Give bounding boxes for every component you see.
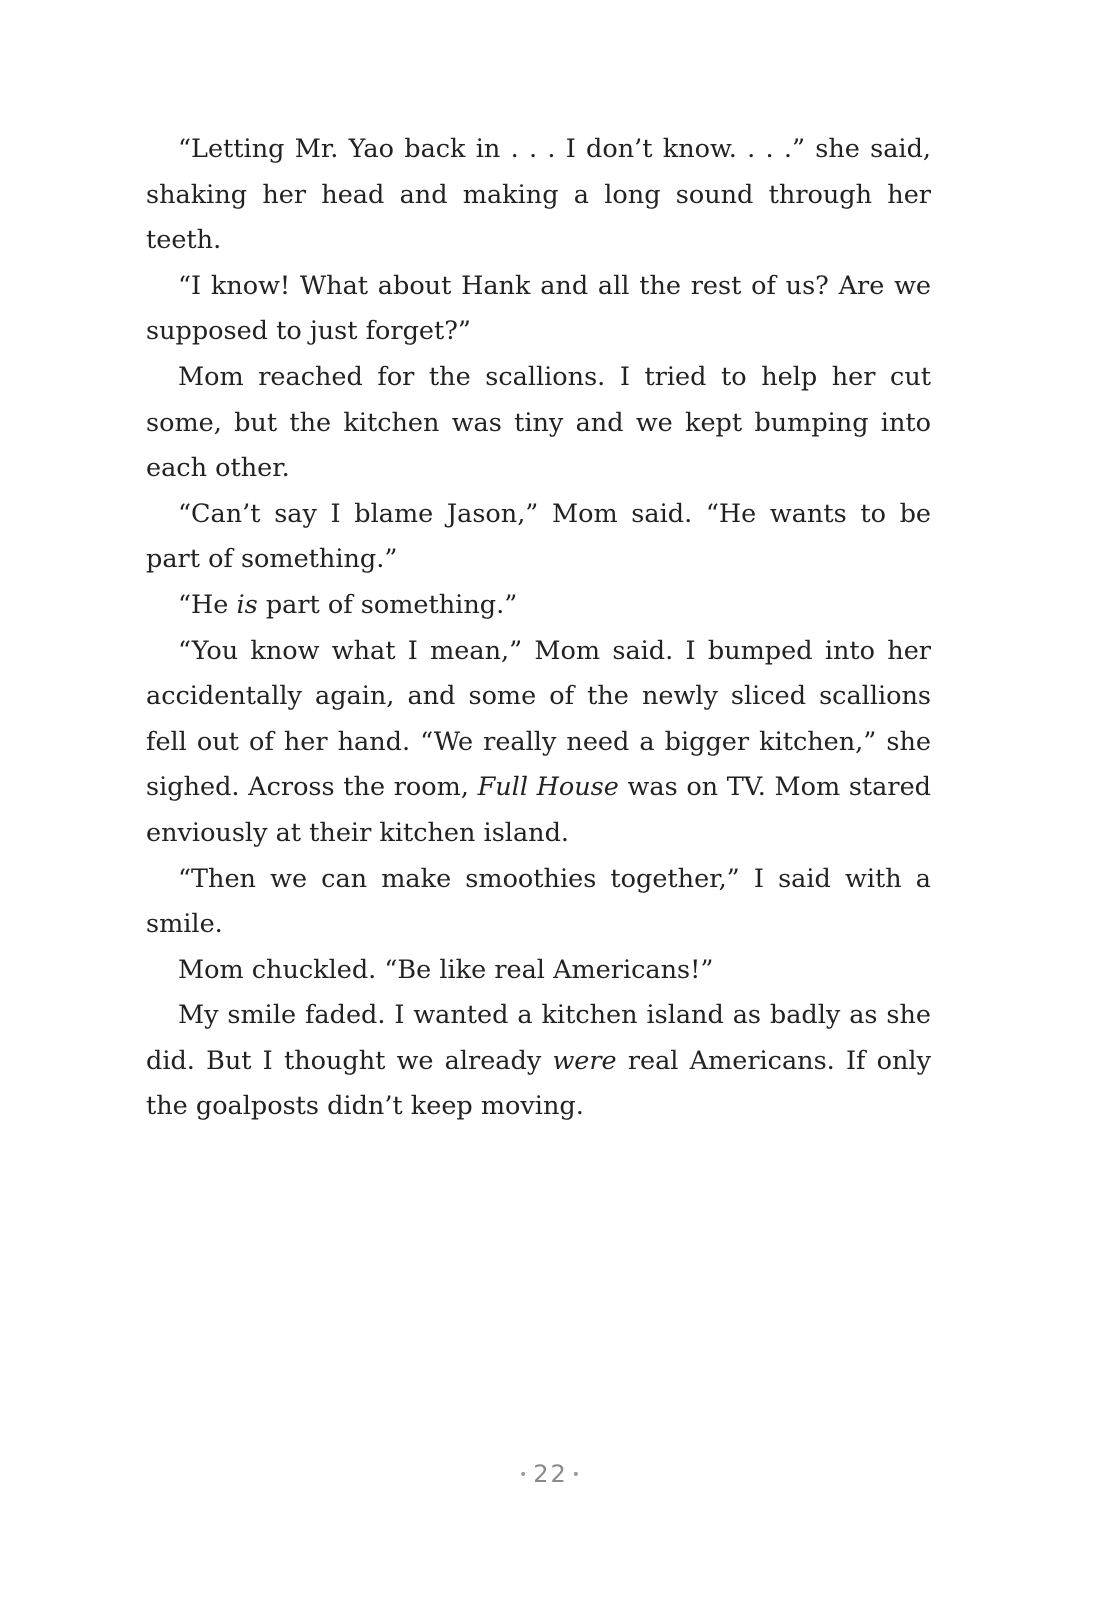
paragraph	[146, 629, 931, 857]
paragraph	[146, 857, 931, 948]
paragraph	[146, 583, 931, 629]
text-run: part of something.”	[257, 589, 518, 620]
paragraph	[146, 948, 931, 994]
page-number-dot-left: •	[518, 1467, 530, 1483]
text-run: Mom reached for the scallions. I tried to help her cut some, but the kitchen was tiny and we kept bumping into each other.	[146, 361, 931, 484]
page-number-dot-right: •	[571, 1467, 583, 1483]
text-run: “He	[178, 589, 237, 620]
text-run: real Americans. If only the goalposts didn’t keep moving.	[146, 1045, 931, 1122]
text-run: was on TV. Mom stared enviously at their kitchen island.	[146, 772, 931, 848]
page-number-footer	[0, 1460, 1101, 1488]
italic-text: Full House	[477, 772, 619, 803]
paragraph	[146, 492, 931, 583]
page-number: 22	[533, 1460, 568, 1488]
paragraph	[146, 264, 931, 355]
text-run: “Letting Mr. Yao back in . . . I don’t know. . . .” she said, shaking her head and making a long sound through her teeth.	[146, 134, 931, 256]
text-run: “I know! What about Hank and all the rest of us? Are we supposed to just forget?”	[146, 270, 931, 347]
text-run: “Can’t say I blame Jason,” Mom said. “He wants to be part of something.”	[146, 498, 931, 575]
text-run: Mom chuckled. “Be like real Americans!”	[178, 954, 714, 985]
paragraph	[146, 127, 931, 264]
paragraph	[146, 355, 931, 492]
body-text	[146, 127, 931, 1130]
text-run: “Then we can make smoothies together,” I said with a smile.	[146, 863, 931, 940]
text-run: My smile faded. I wanted a kitchen island as badly as she did. But I thought we already	[146, 1000, 931, 1076]
italic-text: were	[552, 1045, 617, 1076]
text-run: “You know what I mean,” Mom said. I bumped into her accidentally again, and some of the newly sliced scallions fell out of her hand. “We really need a bigger kitchen,” she sighed. Across the room,	[146, 635, 931, 803]
italic-text: is	[236, 589, 258, 620]
paragraph	[146, 993, 931, 1130]
